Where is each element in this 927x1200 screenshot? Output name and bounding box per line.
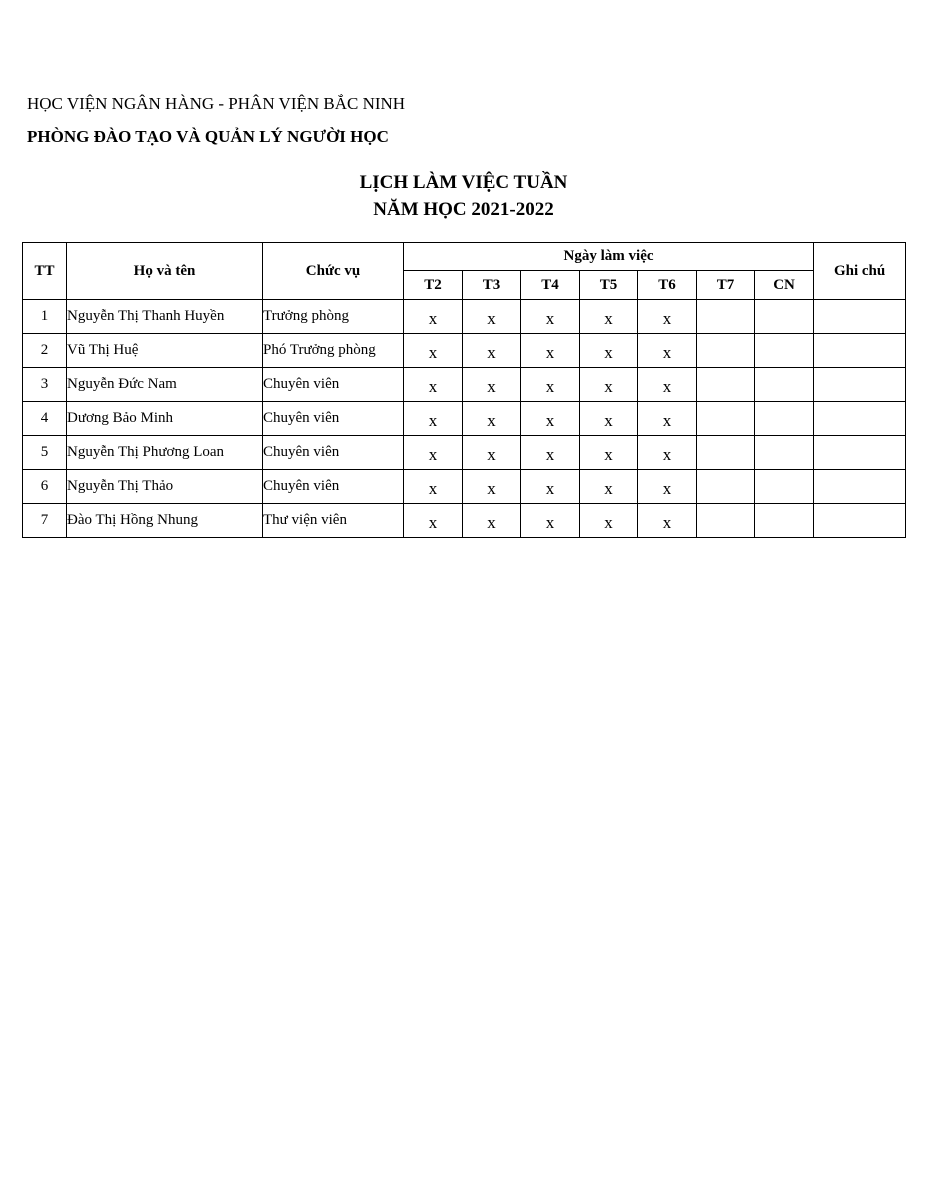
day-cell — [463, 334, 521, 368]
day-cell — [755, 300, 814, 334]
note-cell — [814, 436, 906, 470]
position-cell: Chuyên viên — [263, 470, 404, 504]
day-cell — [697, 368, 755, 402]
day-header: T2 — [404, 271, 463, 300]
column-header-name: Họ và tên — [67, 243, 263, 300]
name-cell: Đào Thị Hồng Nhung — [67, 504, 263, 538]
name-cell: Nguyễn Đức Nam — [67, 368, 263, 402]
department-name: PHÒNG ĐÀO TẠO VÀ QUẢN LÝ NGƯỜI HỌC — [27, 127, 389, 146]
workday-mark: x — [428, 376, 438, 396]
day-header: T3 — [463, 271, 521, 300]
day-cell — [580, 402, 638, 436]
day-cell — [697, 402, 755, 436]
day-cell — [463, 470, 521, 504]
weekly-schedule-table — [22, 242, 906, 538]
workday-mark: x — [662, 410, 672, 430]
day-cell — [638, 470, 697, 504]
day-header: T4 — [521, 271, 580, 300]
day-cell — [755, 504, 814, 538]
day-cell — [755, 470, 814, 504]
table-body — [23, 300, 906, 538]
workday-mark: x — [604, 444, 613, 464]
day-header: T7 — [697, 271, 755, 300]
position-cell: Chuyên viên — [263, 436, 404, 470]
name-cell: Nguyễn Thị Phương Loan — [67, 436, 263, 470]
workday-mark: x — [604, 376, 613, 396]
position-cell: Phó Trưởng phòng — [263, 334, 404, 368]
workday-mark: x — [545, 308, 555, 328]
workday-mark: x — [545, 342, 555, 362]
workday-mark: x — [545, 444, 555, 464]
column-header-tt: TT — [23, 243, 67, 300]
header-row — [23, 243, 906, 271]
name-cell: Vũ Thị Huệ — [67, 334, 263, 368]
note-cell — [814, 368, 906, 402]
position-cell: Thư viện viên — [263, 504, 404, 538]
workday-mark: x — [545, 410, 555, 430]
workday-mark: x — [604, 308, 613, 328]
column-header-workdays: Ngày làm việc — [404, 243, 814, 271]
day-cell — [580, 470, 638, 504]
workday-mark: x — [545, 512, 555, 532]
day-cell — [521, 368, 580, 402]
position-cell: Trưởng phòng — [263, 300, 404, 334]
day-cell — [463, 402, 521, 436]
table-row — [23, 334, 906, 368]
note-cell — [814, 402, 906, 436]
workday-mark: x — [662, 376, 672, 396]
day-cell — [638, 436, 697, 470]
day-cell — [463, 436, 521, 470]
table-row — [23, 368, 906, 402]
table-row — [23, 436, 906, 470]
row-number-cell: 2 — [23, 334, 67, 368]
workday-mark: x — [428, 410, 438, 430]
document-title: LỊCH LÀM VIỆC TUẦN — [359, 172, 568, 193]
workday-mark: x — [487, 444, 496, 464]
workday-mark: x — [662, 444, 672, 464]
day-cell — [638, 334, 697, 368]
table-row — [23, 300, 906, 334]
table-row — [23, 504, 906, 538]
table-row — [23, 470, 906, 504]
note-cell — [814, 300, 906, 334]
row-number-cell: 5 — [23, 436, 67, 470]
day-cell — [404, 300, 463, 334]
day-cell — [404, 436, 463, 470]
workday-mark: x — [604, 512, 613, 532]
position-cell: Chuyên viên — [263, 402, 404, 436]
workday-mark: x — [662, 478, 672, 498]
day-cell — [463, 300, 521, 334]
name-cell: Nguyễn Thị Thanh Huyền — [67, 300, 263, 334]
row-number-cell: 4 — [23, 402, 67, 436]
name-cell: Dương Bảo Minh — [67, 402, 263, 436]
day-cell — [697, 470, 755, 504]
workday-mark: x — [428, 342, 438, 362]
day-cell — [404, 368, 463, 402]
workday-mark: x — [487, 342, 496, 362]
day-cell — [404, 334, 463, 368]
workday-mark: x — [545, 478, 555, 498]
day-cell — [697, 436, 755, 470]
day-cell — [463, 504, 521, 538]
day-cell — [580, 504, 638, 538]
workday-mark: x — [487, 478, 496, 498]
column-header-position: Chức vụ — [263, 243, 404, 300]
day-cell — [697, 504, 755, 538]
workday-mark: x — [604, 342, 613, 362]
day-cell — [404, 504, 463, 538]
day-cell — [521, 470, 580, 504]
column-header-notes: Ghi chú — [814, 243, 906, 300]
day-cell — [404, 402, 463, 436]
day-header: T6 — [638, 271, 697, 300]
table-row — [23, 402, 906, 436]
workday-mark: x — [545, 376, 555, 396]
day-cell — [638, 300, 697, 334]
document-subtitle: NĂM HỌC 2021-2022 — [373, 199, 554, 220]
note-cell — [814, 334, 906, 368]
row-number-cell: 3 — [23, 368, 67, 402]
day-cell — [580, 300, 638, 334]
day-cell — [580, 368, 638, 402]
day-cell — [755, 334, 814, 368]
day-cell — [697, 300, 755, 334]
day-cell — [580, 436, 638, 470]
organization-name: HỌC VIỆN NGÂN HÀNG - PHÂN VIỆN BẮC NINH — [27, 94, 406, 113]
day-cell — [521, 504, 580, 538]
day-cell — [755, 402, 814, 436]
day-cell — [755, 368, 814, 402]
day-cell — [697, 334, 755, 368]
workday-mark: x — [487, 512, 496, 532]
workday-mark: x — [604, 410, 613, 430]
day-cell — [638, 402, 697, 436]
day-header: CN — [755, 271, 814, 300]
day-cell — [404, 470, 463, 504]
day-header: T5 — [580, 271, 638, 300]
day-cell — [638, 504, 697, 538]
row-number-cell: 1 — [23, 300, 67, 334]
day-cell — [580, 334, 638, 368]
note-cell — [814, 504, 906, 538]
workday-mark: x — [487, 410, 496, 430]
day-cell — [755, 436, 814, 470]
workday-mark: x — [428, 444, 438, 464]
workday-mark: x — [662, 308, 672, 328]
row-number-cell: 6 — [23, 470, 67, 504]
workday-mark: x — [428, 478, 438, 498]
day-cell — [521, 334, 580, 368]
workday-mark: x — [487, 308, 496, 328]
row-number-cell: 7 — [23, 504, 67, 538]
workday-mark: x — [428, 512, 438, 532]
day-cell — [638, 368, 697, 402]
day-cell — [521, 436, 580, 470]
note-cell — [814, 470, 906, 504]
workday-mark: x — [428, 308, 438, 328]
name-cell: Nguyễn Thị Thảo — [67, 470, 263, 504]
day-cell — [521, 402, 580, 436]
workday-mark: x — [662, 342, 672, 362]
workday-mark: x — [487, 376, 496, 396]
day-cell — [463, 368, 521, 402]
position-cell: Chuyên viên — [263, 368, 404, 402]
workday-mark: x — [604, 478, 613, 498]
workday-mark: x — [662, 512, 672, 532]
day-cell — [521, 300, 580, 334]
